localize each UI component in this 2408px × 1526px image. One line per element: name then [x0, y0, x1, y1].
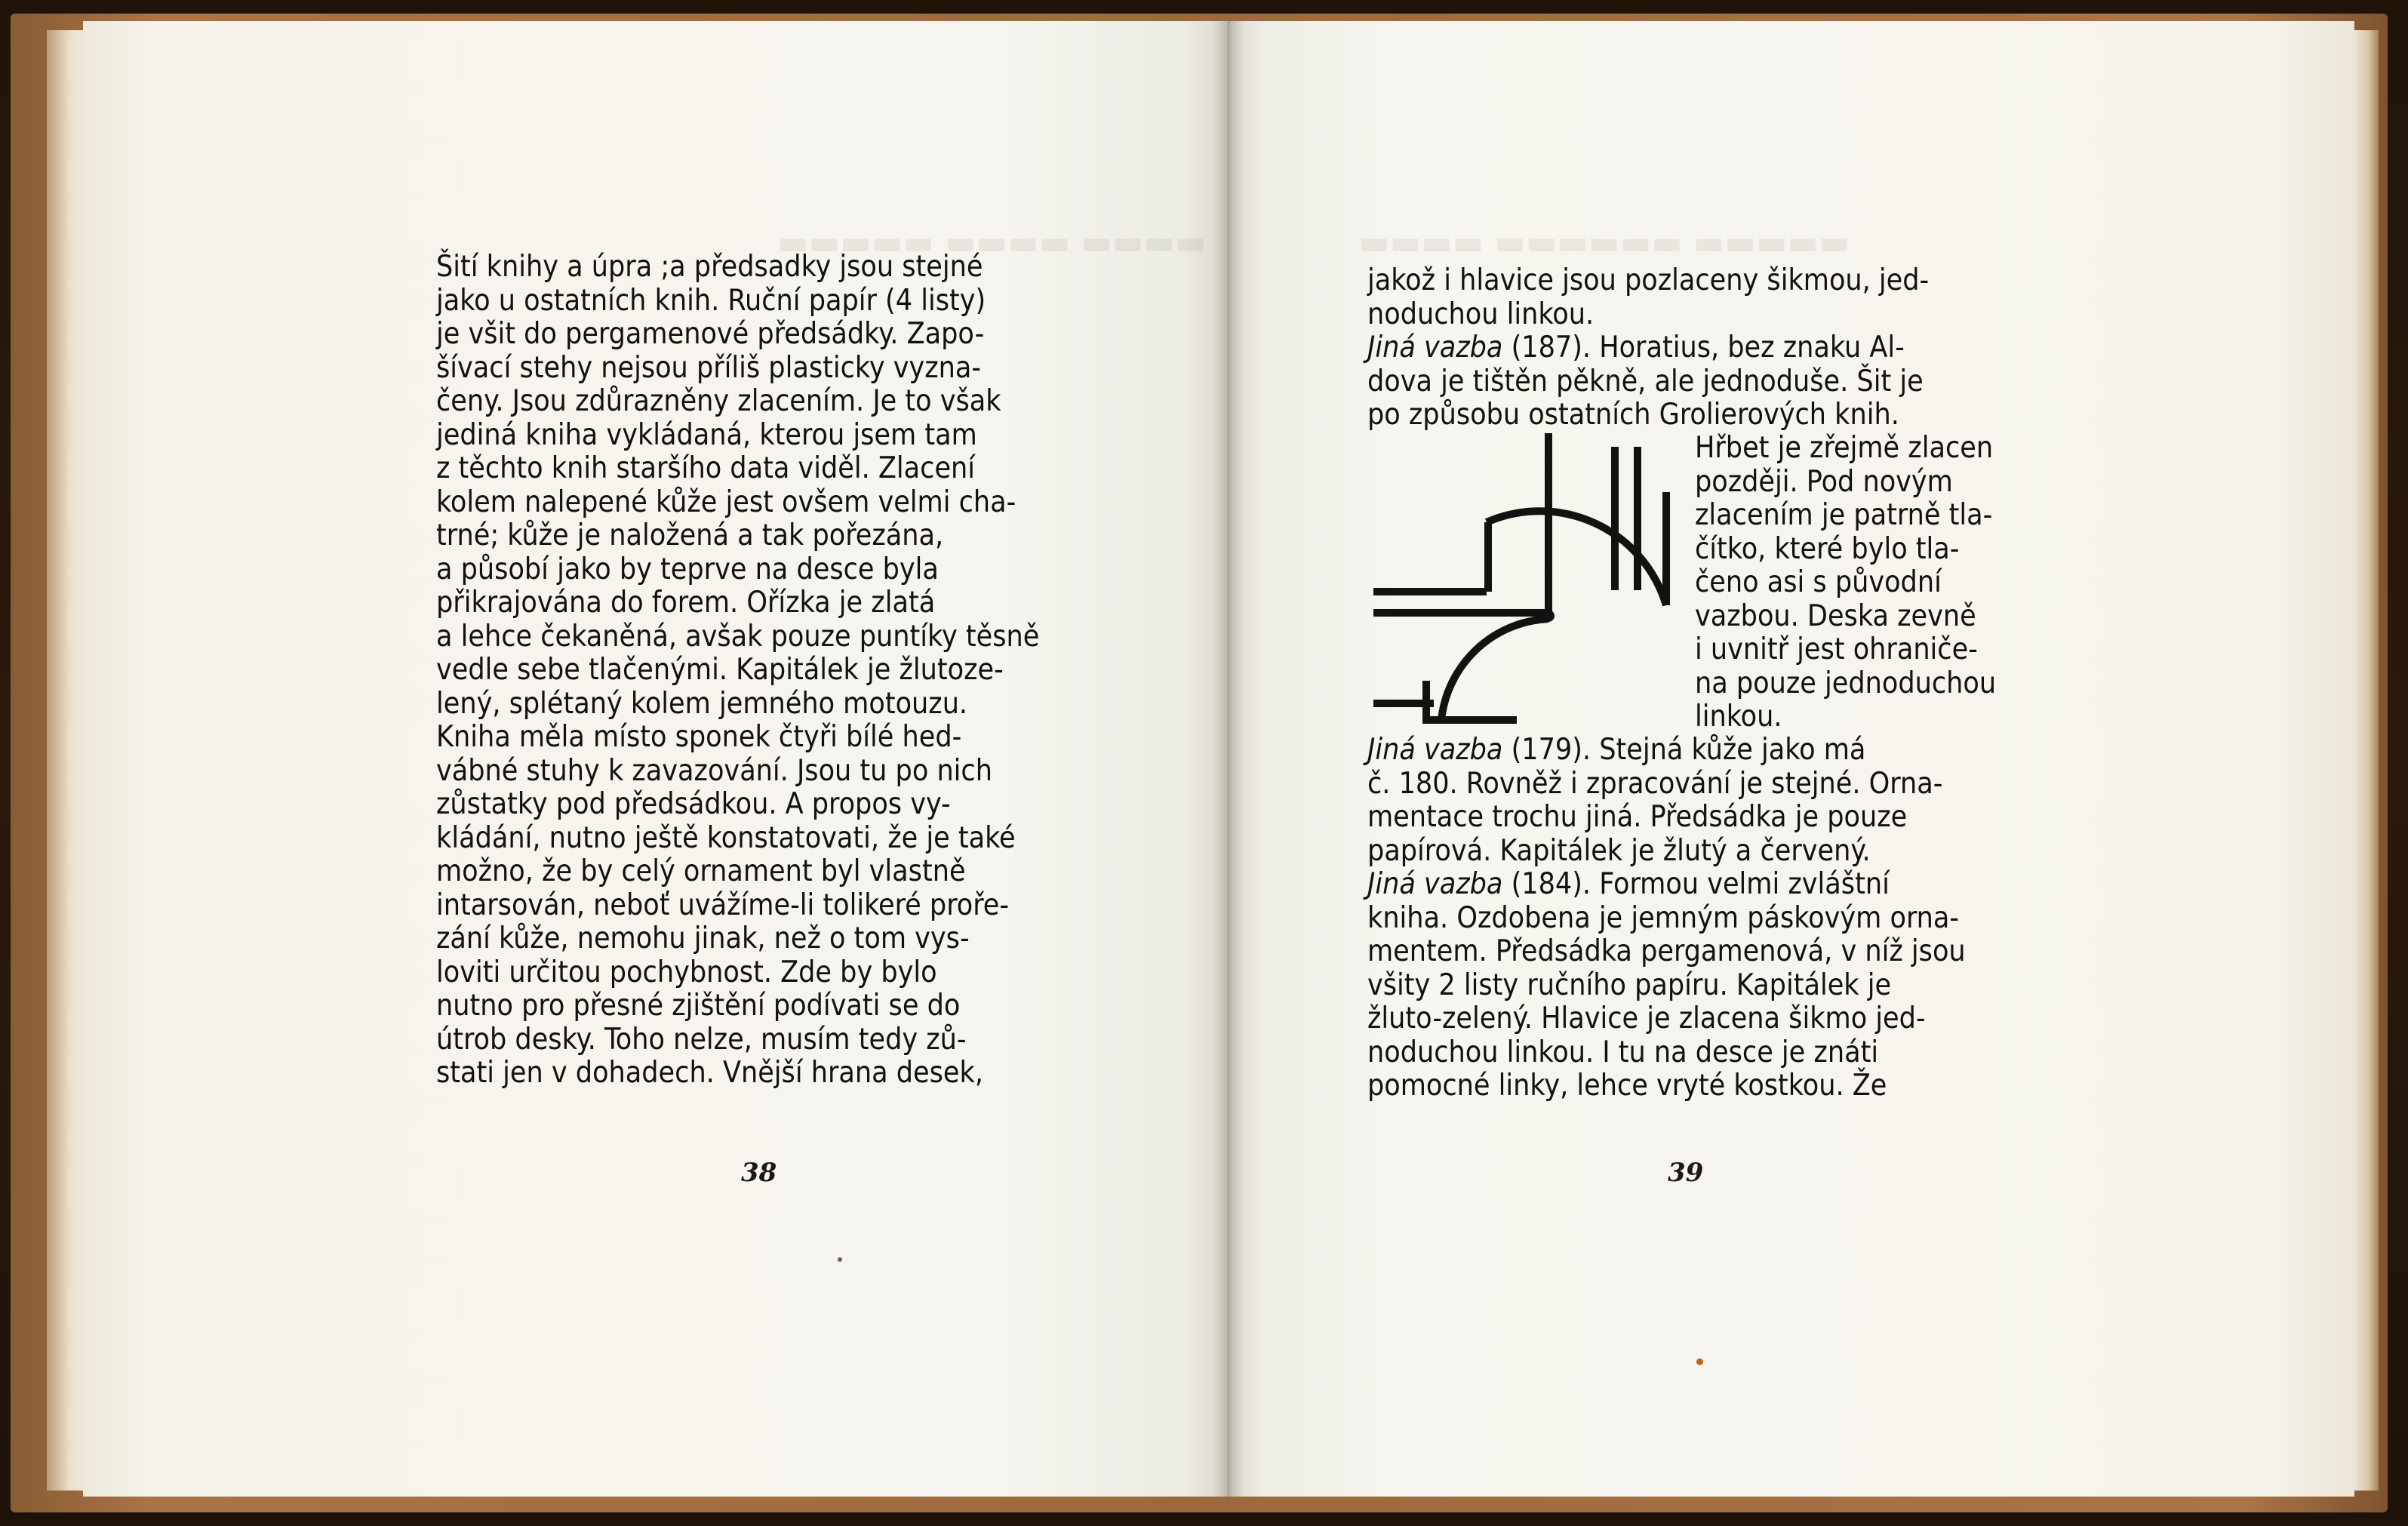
left-page-body	[436, 251, 1081, 1091]
text-line: Jiná vazba (179). Stejná kůže jako má	[1367, 733, 1866, 767]
text-line: stati jen v dohadech. Vnější hrana desek,	[436, 1056, 983, 1090]
text-line: čítko, které bylo tla-	[1695, 531, 1960, 566]
text-line: jakož i hlavice jsou pozlaceny šikmou, jed-	[1367, 263, 1930, 297]
text-line: nutno pro přesné zjištění podívati se do	[436, 989, 961, 1023]
left-page-edges	[47, 30, 85, 1491]
text-line: čeny. Jsou zdůrazněny zlacením. Je to však	[436, 384, 1001, 418]
text-line: č. 180. Rovněž i zpracování je stejné. Orna-	[1367, 766, 1943, 801]
text-line: zůstatky pod předsádkou. A propos vy-	[436, 787, 951, 821]
text-line: možno, že by celý ornament byl vlastně	[436, 854, 966, 888]
right-page-body-top	[1367, 264, 2015, 432]
text-line: lený, splétaný kolem jemného motouzu.	[436, 686, 968, 721]
text-line: loviti určitou pochybnost. Zde by bylo	[436, 955, 937, 989]
text-line: linkou.	[1695, 700, 1782, 734]
text-line: jako u ostatních knih. Ruční papír (4 listy)	[436, 283, 986, 318]
section-heading-italic: Jiná vazba	[1367, 733, 1503, 767]
section-heading-italic: Jiná vazba	[1367, 867, 1503, 901]
text-line: šívací stehy nejsou příliš plasticky vyzna-	[436, 350, 982, 385]
right-page-body-bottom	[1367, 734, 2015, 1103]
text-line: zání kůže, nemohu jinak, než o tom vys-	[436, 921, 970, 955]
right-page-wrapped-text	[1695, 432, 2015, 734]
text-line: útrob desky. Toho nelze, musím tedy zů-	[436, 1022, 967, 1057]
text-line: jediná kniha vykládaná, kterou jsem tam	[436, 417, 977, 452]
text-line: Jiná vazba (184). Formou velmi zvláštní	[1367, 867, 1890, 901]
page-number-left: 38	[741, 1158, 777, 1188]
text-line: na pouze jednoduchou	[1695, 666, 1997, 700]
text-line: mentace trochu jiná. Předsádka je pouze	[1367, 800, 1908, 834]
text-line: všity 2 listy ručního papíru. Kapitálek je	[1367, 968, 1892, 1002]
text-line: kládání, nutno ještě konstatovati, že je také	[436, 820, 1016, 855]
text-line: vedle sebe tlačenými. Kapitálek je žlutoze-	[436, 653, 1004, 687]
text-line: později. Pod novým	[1695, 464, 1953, 499]
text-line: po způsobu ostatních Grolierových knih.	[1367, 398, 1899, 432]
text-line: Kniha měla místo sponek čtyři bílé hed-	[436, 720, 962, 754]
text-line: z těchto knih staršího data viděl. Zlacení	[436, 451, 976, 485]
text-line: čeno asi s původní	[1695, 565, 1942, 599]
paper-spot	[838, 1257, 842, 1262]
text-line: trné; kůže je naložená a tak pořezána,	[436, 518, 944, 552]
text-line: Jiná vazba (187). Horatius, bez znaku Al-	[1367, 331, 1905, 365]
book-gutter	[1213, 21, 1244, 1497]
text-line: přikrajována do forem. Ořízka je zlatá	[436, 586, 936, 620]
right-page-edges	[2353, 30, 2379, 1491]
text-line: papírová. Kapitálek je žlutý a červený.	[1367, 833, 1871, 868]
text-line: a lehce čekaněná, avšak pouze puntíky těsně	[436, 619, 1040, 654]
show-through-left: ▬▬▬▬▬ ▬▬▬▬ ▬▬▬▬	[777, 223, 1207, 262]
show-through-right: ▬▬▬▬ ▬▬▬▬▬▬ ▬▬▬▬▬	[1358, 223, 1850, 262]
text-line: Šití knihy a úpra ;a předsadky jsou stejné	[436, 250, 983, 284]
text-line: kniha. Ozdobena je jemným páskovým orna-	[1367, 900, 1960, 935]
paper-spot	[1696, 1358, 1703, 1365]
text-line: dova je tištěn pěkně, ale jednoduše. Šit je	[1367, 364, 1924, 398]
text-line: vábné stuhy k zavazování. Jsou tu po nich	[436, 753, 992, 788]
tooling-stamp-ornament-icon	[1373, 432, 1690, 734]
section-heading-italic: Jiná vazba	[1367, 331, 1503, 365]
text-line: a působí jako by teprve na desce byla	[436, 552, 939, 586]
text-line: intarsován, neboť uvážíme-li tolikeré proře-	[436, 888, 1010, 922]
text-line: noduchou linkou.	[1367, 297, 1595, 331]
text-line: zlacením je patrně tla-	[1695, 498, 1993, 532]
text-line: mentem. Předsádka pergamenová, v níž jsou	[1367, 934, 1966, 968]
text-line: je všit do pergamenové předsádky. Zapo-	[436, 317, 985, 351]
text-line: kolem nalepené kůže jest ovšem velmi cha-	[436, 485, 1016, 519]
text-line: Hřbet je zřejmě zlacen	[1695, 431, 1994, 465]
text-line: pomocné linky, lehce vryté kostkou. Že	[1367, 1069, 1887, 1103]
text-line: noduchou linkou. I tu na desce je znáti	[1367, 1035, 1879, 1069]
page-number-right: 39	[1668, 1158, 1704, 1188]
text-line: vazbou. Deska zevně	[1695, 598, 1976, 633]
text-line: žluto-zelený. Hlavice je zlacena šikmo jed-	[1367, 1001, 1926, 1035]
text-line: i uvnitř jest ohraniče-	[1695, 632, 1978, 666]
